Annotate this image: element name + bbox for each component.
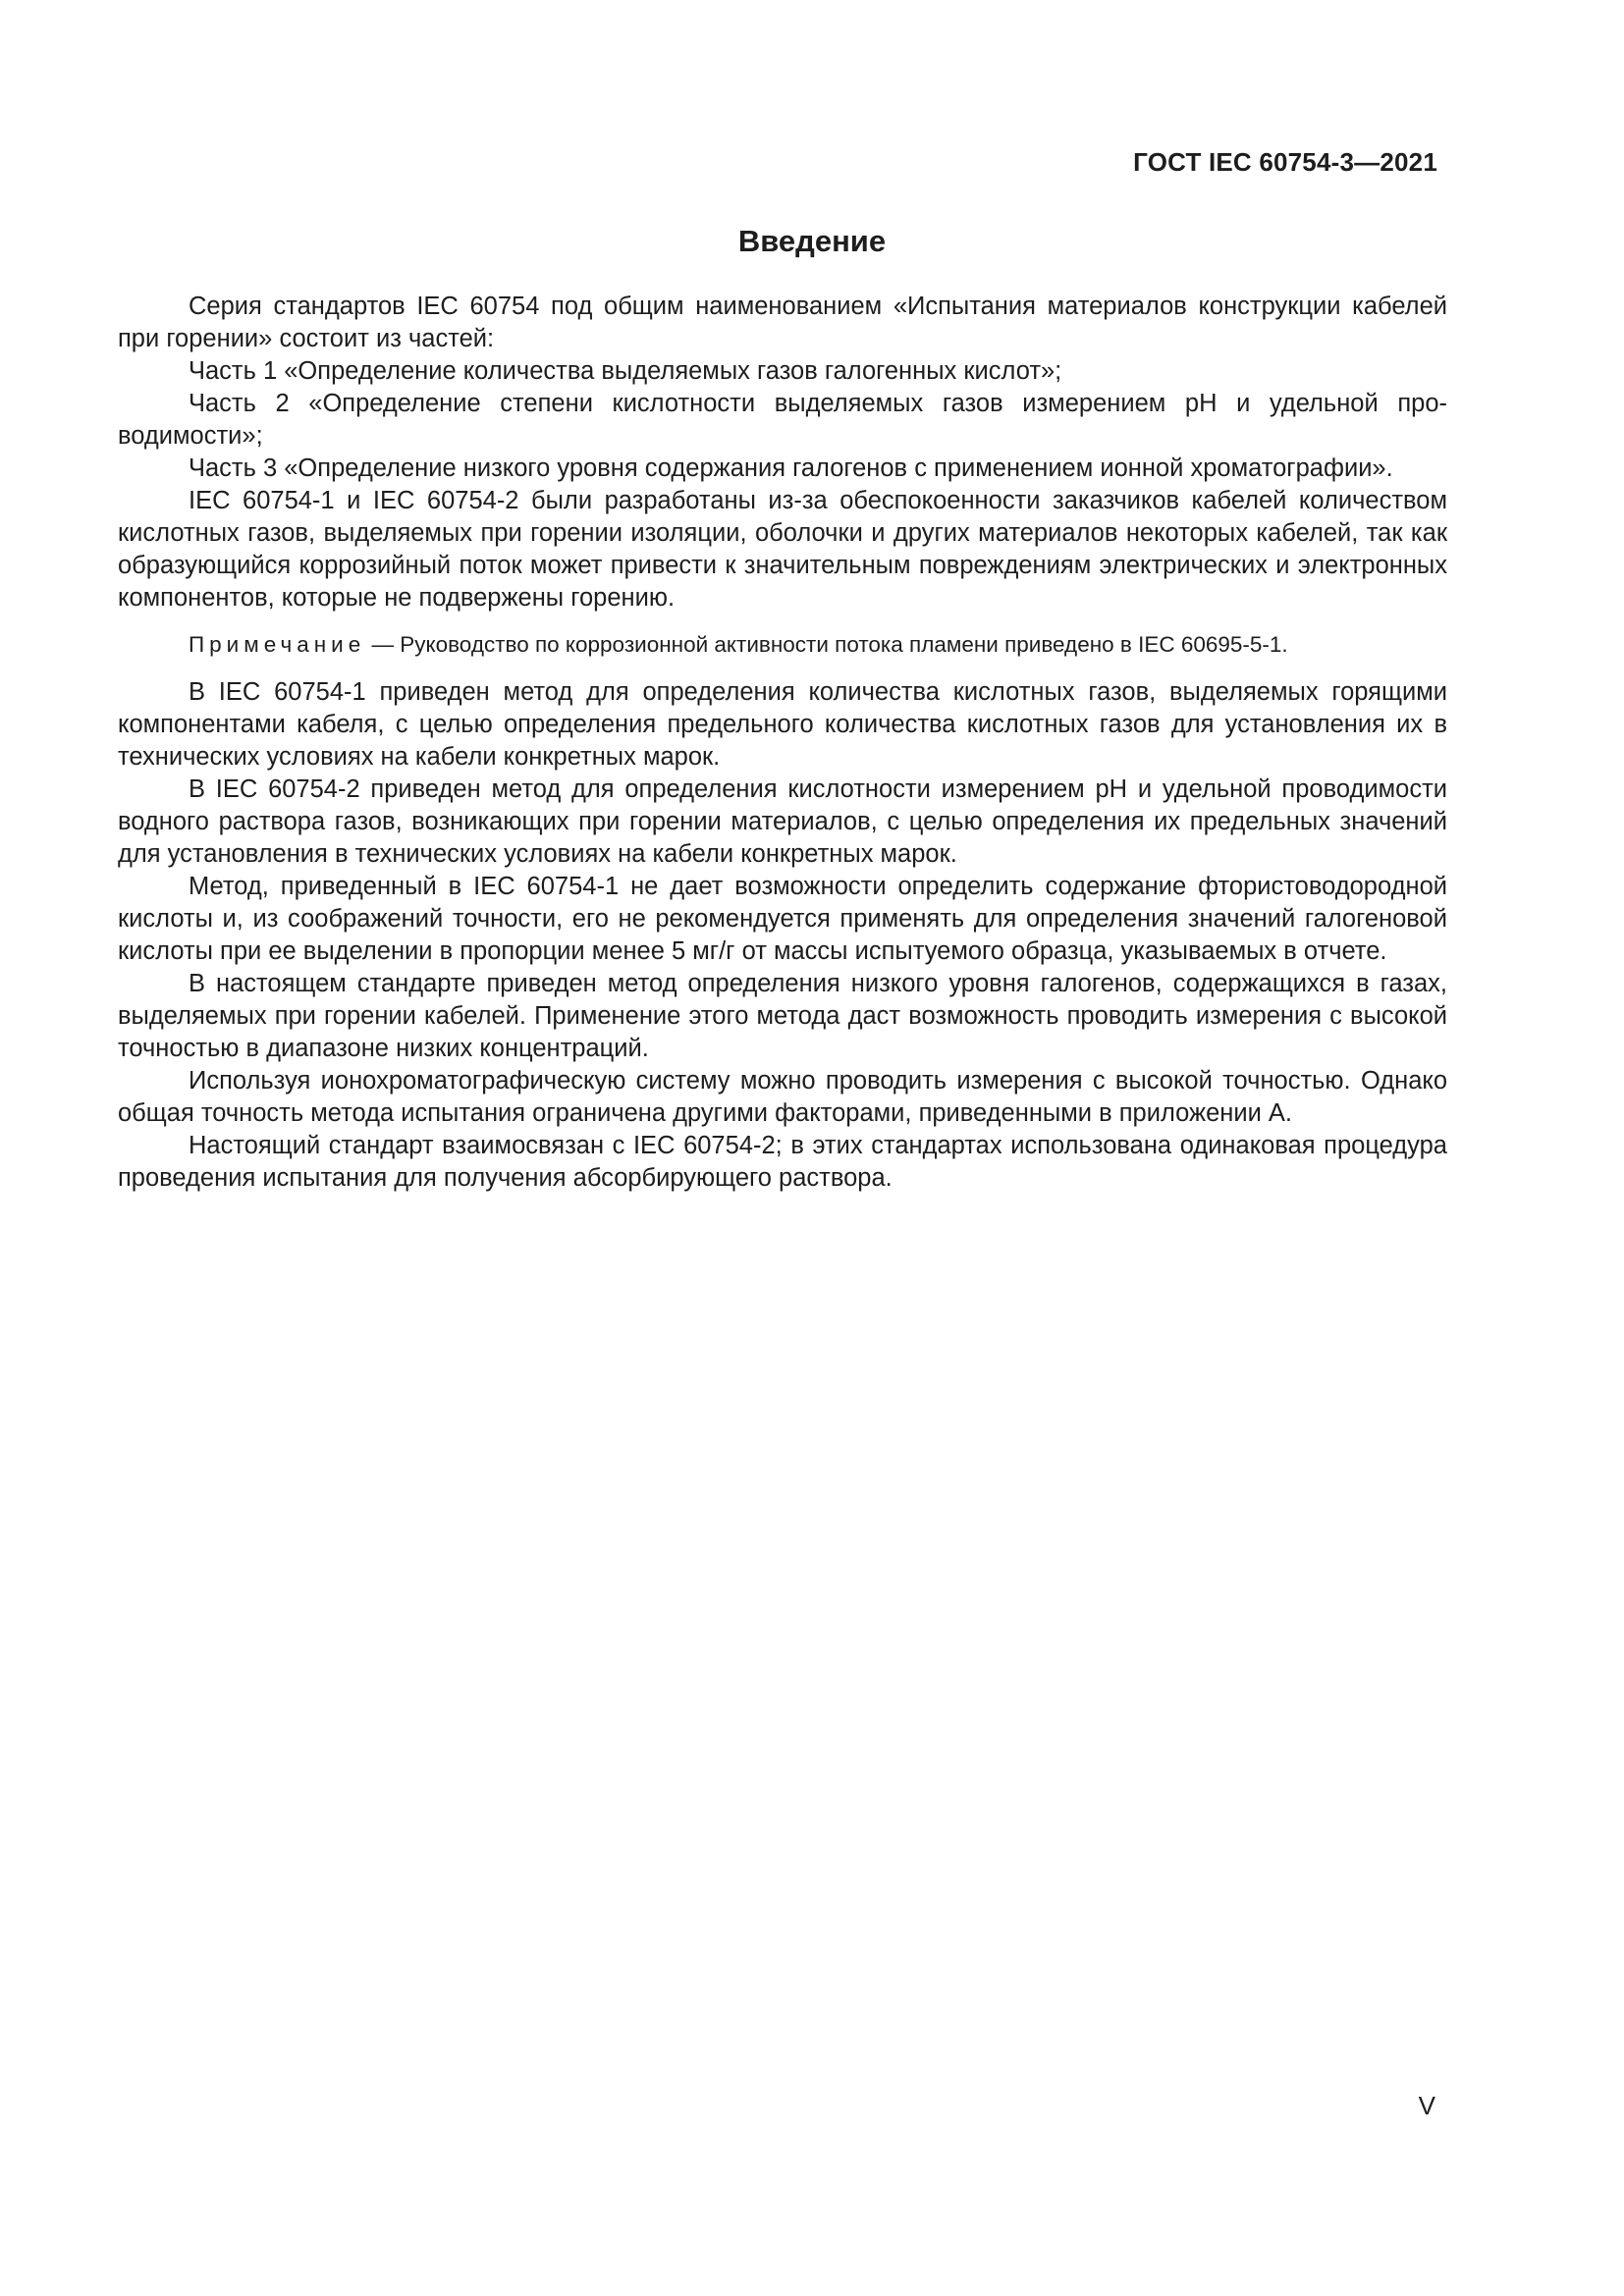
note-label: Примечание <box>189 632 366 657</box>
paragraph-series-intro: Серия стандартов IEC 60754 под общим наименованием «Испытания материалов конструкции кабелей при горении» состоит из частей: <box>118 293 1447 352</box>
note <box>118 628 1447 661</box>
paragraph-part-1: Часть 1 «Определение количества выделяемых газов галогенных кислот»; <box>189 357 1062 385</box>
section-title: Введение <box>737 224 887 258</box>
paragraph-method-limits: Метод, приведенный в IEC 60754-1 не дает возможности определить содержание фтористоводородной кислоты и, из соображений точности, его не рекомендуется применять для определения значений галогеновой кислоты при ее выделении в пропорции менее 5 мг/г от массы испытуемого образца, указываемых в отчете. <box>118 873 1447 965</box>
paragraph-iec-60754-1: В IEC 60754-1 приведен метод для определения количества кислотных газов, выделяемых горящими компонентами кабеля, с целью определения предельного количества кислотных газов для установления их в технических условиях на кабели конкретных марок. <box>118 678 1447 771</box>
note-text: — Руководство по коррозионной активности потока пламени приведено в IEC 60695-5-1. <box>365 632 1288 657</box>
paragraph-motivation: IEC 60754-1 и IEC 60754-2 были разработаны из-за обеспокоенности заказчиков кабелей количеством кислотных газов, выделяемых при горении изоляции, оболочки и других материалов некоторых кабелей, так как образующийся коррозийный поток может привести к значительным повреждениям электрических и электронных компонентов, которые не подвержены горению. <box>118 487 1447 612</box>
paragraph-part-3: Часть 3 «Определение низкого уровня содержания галогенов с применением ионной хроматографии». <box>189 454 1393 482</box>
document-code: ГОСТ IEC 60754-3—2021 <box>1133 147 1437 177</box>
paragraph-part-2: Часть 2 «Определение степени кислотности выделяемых газов измерением pH и удельной проводимости»; <box>118 390 1447 450</box>
introduction-body <box>118 291 1447 1195</box>
paragraph-iec-60754-2: В IEC 60754-2 приведен метод для определения кислотности измерением pH и удельной проводимости водного раствора газов, возникающих при горении материалов, с целью определения их предельных значений для установления в технических условиях на кабели конкретных марок. <box>118 775 1447 868</box>
page-number: V <box>1418 2091 1435 2120</box>
paragraph-ion-chromatography: Используя ионохроматографическую систему можно проводить измерения с высокой точностью. Однако общая точность метода испытания ограничена другими факторами, приведенными в приложении А. <box>118 1067 1447 1127</box>
paragraph-relationship: Настоящий стандарт взаимосвязан с IEC 60754-2; в этих стандартах использована одинаковая процедура проведения испытания для получения абсорбирующего раствора. <box>118 1132 1447 1192</box>
paragraph-this-standard: В настоящем стандарте приведен метод определения низкого уровня галогенов, содержащихся в газах, выделяемых при горении кабелей. Применение этого метода даст возможность проводить измерения с высокой точностью в диапазоне низких концентраций. <box>118 970 1447 1062</box>
